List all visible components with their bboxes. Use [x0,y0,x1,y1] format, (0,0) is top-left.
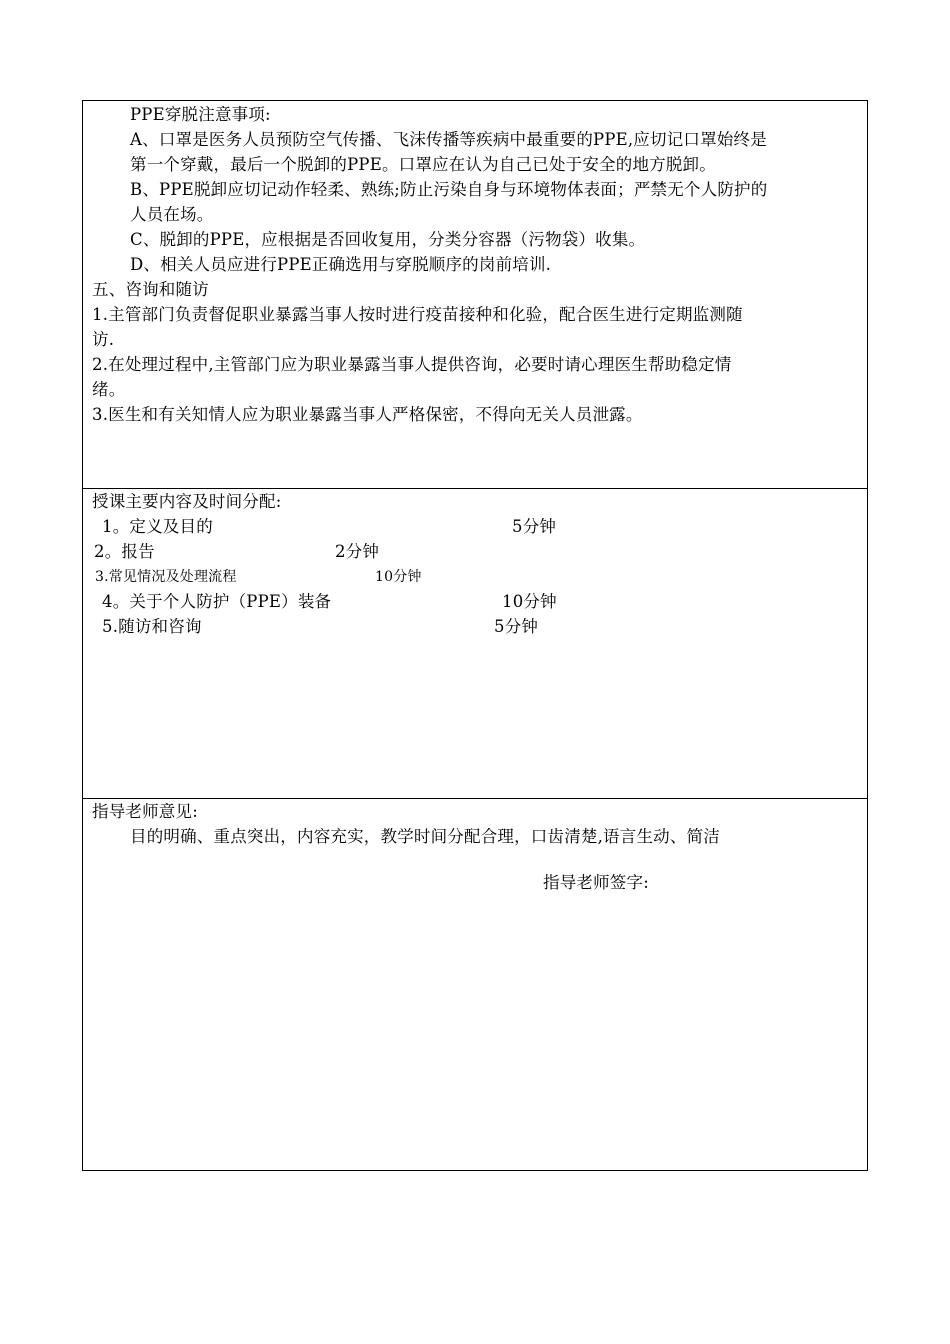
item-a-line2: 第一个穿戴，最后一个脱卸的PPE。口罩应在认为自己已处于安全的地方脱卸。 [130,155,716,174]
lesson-heading: 授课主要内容及时间分配: [92,492,282,511]
lesson-item-label: 4。关于个人防护（PPE）装备 [102,592,332,611]
item-b-line1: B、PPE脱卸应切记动作轻柔、熟练;防止污染自身与环境物体表面；严禁无个人防护的 [130,180,768,199]
item-b-line2: 人员在场。 [130,205,214,224]
followup-1-line2: 访. [92,330,115,349]
lesson-item-time: 2分钟 [335,542,380,561]
item-a-line1: A、口罩是医务人员预防空气传播、飞沫传播等疾病中最重要的PPE,应切记口罩始终是 [130,130,767,149]
lesson-item-label: 5.随访和咨询 [102,617,202,636]
opinion-comment: 目的明确、重点突出，内容充实，教学时间分配合理，口齿清楚,语言生动、简洁 [130,827,720,846]
signature-label: 指导老师签字: [543,873,649,892]
followup-2-line1: 2.在处理过程中,主管部门应为职业暴露当事人提供咨询，必要时请心理医生帮助稳定情 [92,355,732,374]
followup-3: 3.医生和有关知情人应为职业暴露当事人严格保密，不得向无关人员泄露。 [92,405,643,424]
lesson-item-time: 5分钟 [512,517,557,536]
followup-2-line2: 绪。 [92,380,126,399]
opinion-heading: 指导老师意见: [92,802,198,821]
lesson-item-label: 3.常见情况及处理流程 [95,569,237,585]
lesson-item-time: 5分钟 [494,617,539,636]
ppe-heading: PPE穿脱注意事项: [130,105,271,124]
lesson-item-label: 1。定义及目的 [102,517,213,536]
lesson-item-time: 10分钟 [502,592,557,611]
lesson-item-time: 10分钟 [375,569,422,585]
followup-1-line1: 1.主管部门负责督促职业暴露当事人按时进行疫苗接种和化验，配合医生进行定期监测随 [92,305,743,324]
followup-heading: 五、咨询和随访 [92,280,209,299]
item-c: C、脱卸的PPE，应根据是否回收复用，分类分容器（污物袋）收集。 [130,230,646,249]
instructor-opinion-section [82,798,868,1171]
item-d: D、相关人员应进行PPE正确选用与穿脱顺序的岗前培训. [130,255,552,274]
lesson-item-label: 2。报告 [94,542,155,561]
